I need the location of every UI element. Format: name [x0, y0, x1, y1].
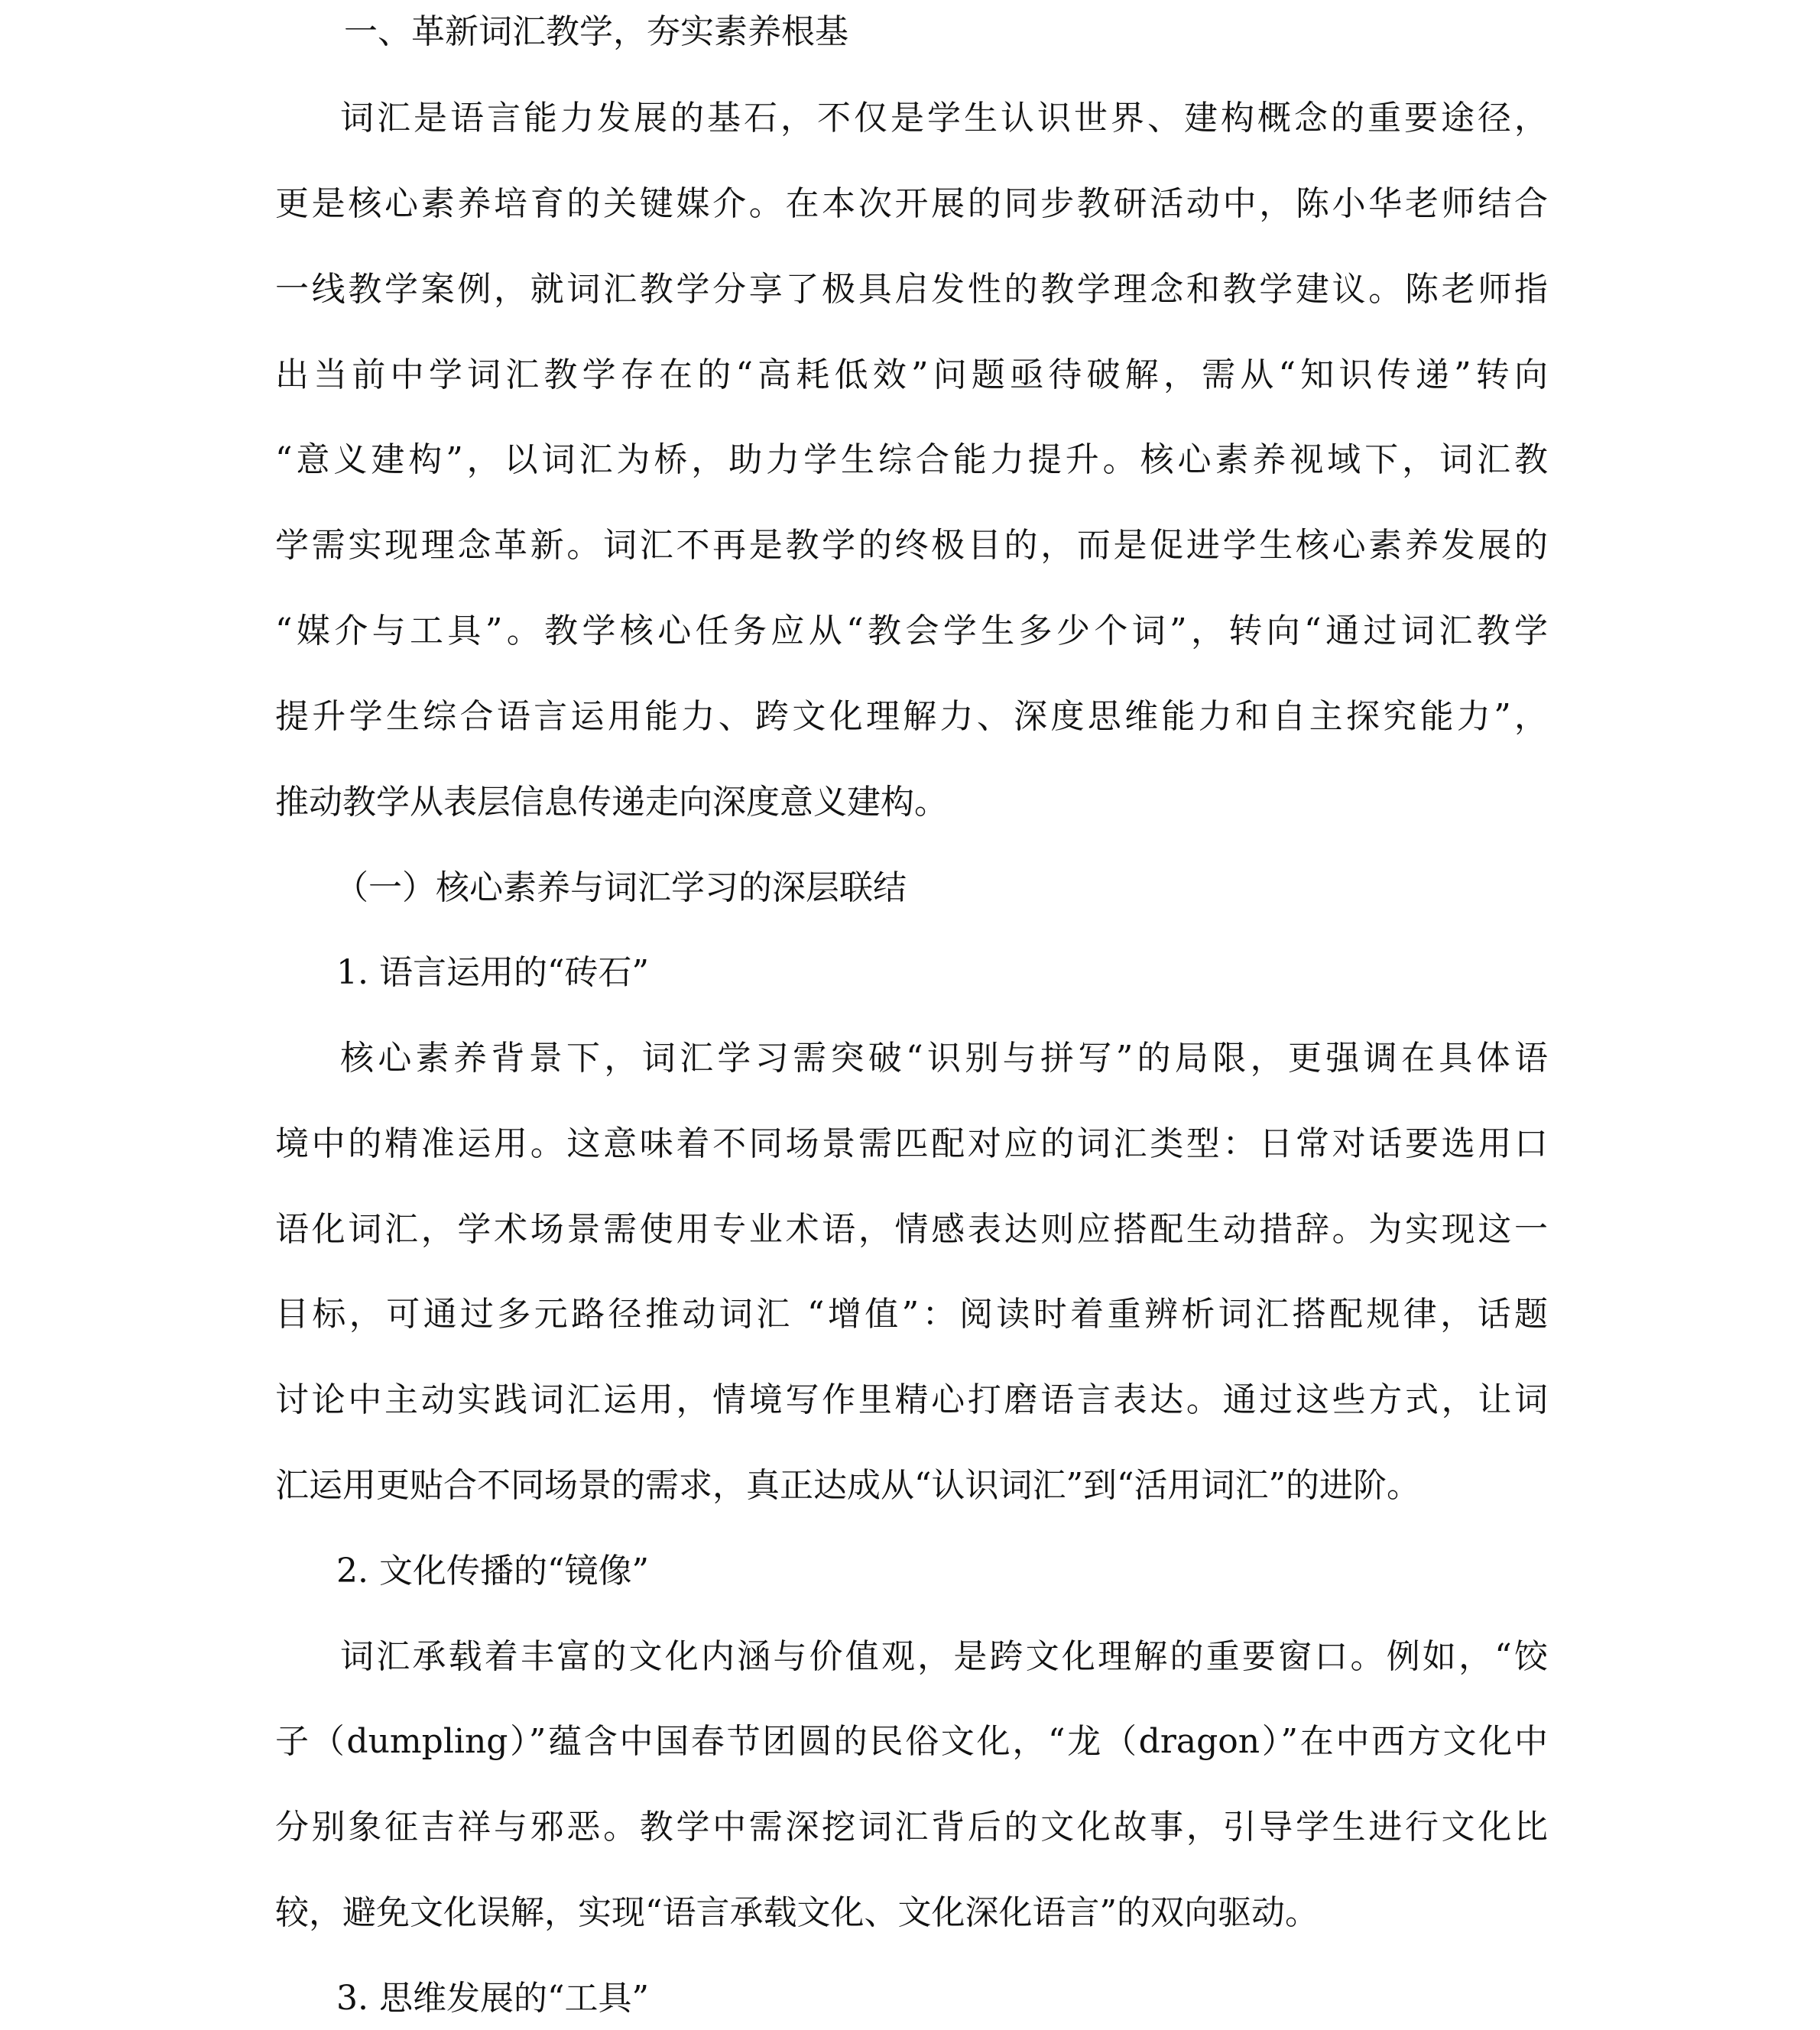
- paragraph-line: 推动教学从表层信息传递走向深度意义建构。: [275, 783, 948, 822]
- item-title: 1. 语言运用的“砖石”: [336, 953, 649, 992]
- paragraph-line: “意义建构”，以词汇为桥，助力学生综合能力提升。核心素养视域下，词汇教: [275, 440, 1548, 479]
- paragraph-line: 汇运用更贴合不同场景的需求，真正达成从“认识词汇”到“活用词汇”的进阶。: [275, 1466, 1420, 1505]
- paragraph-line: 词汇承载着丰富的文化内涵与价值观，是跨文化理解的重要窗口。例如，“饺: [340, 1637, 1548, 1676]
- paragraph-line: 语化词汇，学术场景需使用专业术语，情感表达则应搭配生动措辞。为实现这一: [275, 1210, 1548, 1249]
- paragraph-line: 出当前中学词汇教学存在的“高耗低效”问题亟待破解，需从“知识传递”转向: [275, 355, 1548, 394]
- paragraph-line: 提升学生综合语言运用能力、跨文化理解力、深度思维能力和自主探究能力”，: [275, 697, 1548, 736]
- paragraph-line: 境中的精准运用。这意味着不同场景需匹配对应的词汇类型：日常对话要选用口: [275, 1124, 1548, 1163]
- paragraph-line: 讨论中主动实践词汇运用，情境写作里精心打磨语言表达。通过这些方式，让词: [275, 1380, 1548, 1419]
- paragraph-line: 更是核心素养培育的关键媒介。在本次开展的同步教研活动中，陈小华老师结合: [275, 184, 1548, 223]
- paragraph-line: 子（dumpling）”蕴含中国春节团圆的民俗文化，“龙（dragon）”在中西方文化中: [275, 1722, 1548, 1761]
- paragraph-line: 学需实现理念革新。词汇不再是教学的终极目的，而是促进学生核心素养发展的: [275, 526, 1548, 565]
- section-heading: 一、革新词汇教学，夯实素养根基: [344, 12, 848, 51]
- paragraph-line: 一线教学案例，就词汇教学分享了极具启发性的教学理念和教学建议。陈老师指: [275, 270, 1548, 309]
- paragraph-line: 词汇是语言能力发展的基石，不仅是学生认识世界、建构概念的重要途径，: [340, 99, 1548, 138]
- paragraph-line: 分别象征吉祥与邪恶。教学中需深挖词汇背后的文化故事，引导学生进行文化比: [275, 1808, 1548, 1847]
- item-title: 2. 文化传播的“镜像”: [336, 1552, 649, 1591]
- subsection-heading: （一）核心素养与词汇学习的深层联结: [335, 868, 907, 907]
- paragraph-line: “媒介与工具”。教学核心任务应从“教会学生多少个词”，转向“通过词汇教学: [275, 611, 1548, 650]
- paragraph-line: 较，避免文化误解，实现“语言承载文化、文化深化语言”的双向驱动。: [275, 1893, 1319, 1932]
- paragraph-line: 目标，可通过多元路径推动词汇 “增值”：阅读时着重辨析词汇搭配规律，话题: [275, 1295, 1548, 1334]
- paragraph-line: 核心素养背景下，词汇学习需突破“识别与拼写”的局限，更强调在具体语: [340, 1039, 1548, 1078]
- item-title: 3. 思维发展的“工具”: [336, 1979, 649, 2018]
